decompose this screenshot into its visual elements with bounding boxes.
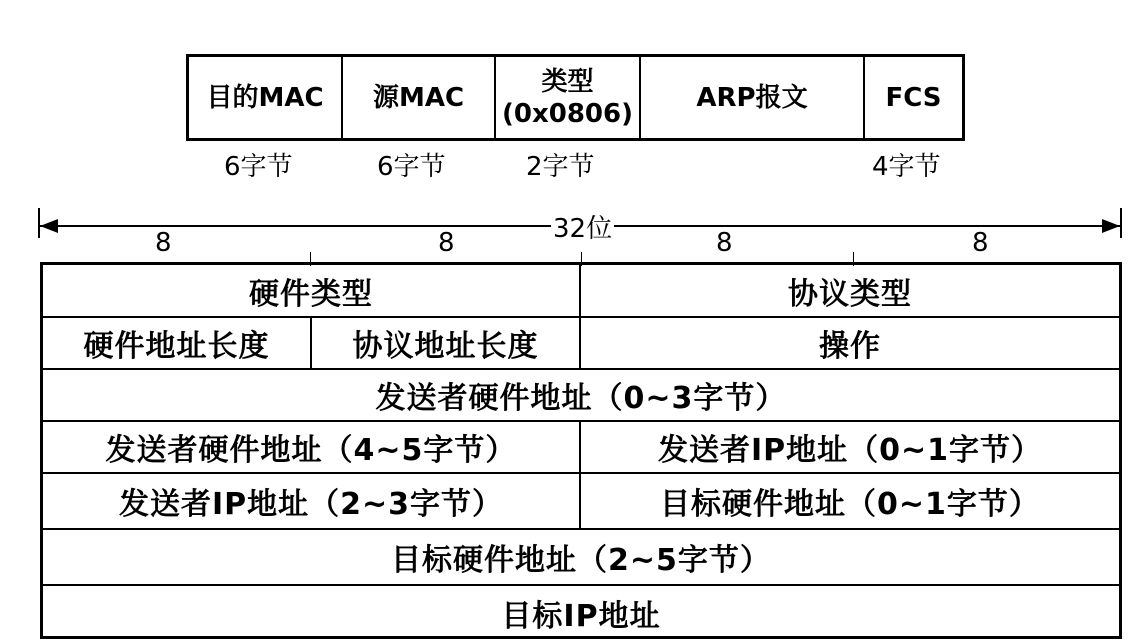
ruler-title: 32位 — [551, 208, 614, 245]
bit-count-1: 8 — [155, 228, 172, 258]
arrow-right-icon — [1102, 219, 1120, 233]
arp-payload-label: ARP报文 — [696, 82, 808, 113]
table-row — [43, 422, 1119, 474]
arrow-left-icon — [40, 219, 58, 233]
table-row — [43, 318, 1119, 370]
frame-field-type — [496, 57, 641, 138]
table-row — [43, 370, 1119, 422]
operation-cell: 操作 — [819, 329, 881, 364]
bit-count-3: 8 — [716, 228, 733, 258]
frame-field-src-mac — [343, 57, 496, 138]
arp-packet-table — [40, 262, 1122, 639]
proto-addr-len-cell: 协议地址长度 — [312, 318, 581, 368]
src-mac-size: 6字节 — [377, 152, 446, 182]
target-hw-addr-0-1-cell: 目标硬件地址（0~1字节） — [660, 487, 1040, 522]
src-mac-label: 源MAC — [372, 82, 465, 113]
table-row — [43, 265, 1119, 318]
fcs-size: 4字节 — [872, 152, 941, 182]
hw-type-cell: 硬件类型 — [43, 265, 581, 316]
fcs-label: FCS — [885, 82, 942, 113]
table-row — [43, 474, 1119, 530]
hw-addr-len-cell: 硬件地址长度 — [43, 318, 312, 368]
sender-hw-addr-0-3-cell: 发送者硬件地址（0~3字节） — [375, 381, 787, 416]
sender-ip-0-1-cell: 发送者IP地址（0~1字节） — [657, 433, 1043, 468]
dst-mac-label: 目的MAC — [206, 82, 324, 113]
type-size: 2字节 — [526, 152, 595, 182]
frame-field-fcs — [865, 57, 962, 138]
sender-hw-addr-4-5-cell: 发送者硬件地址（4~5字节） — [43, 422, 581, 472]
frame-field-arp — [641, 57, 865, 138]
ruler-right-end — [1120, 208, 1122, 238]
proto-type-cell: 协议类型 — [788, 276, 912, 312]
target-ip-cell: 目标IP地址 — [501, 598, 661, 634]
ethernet-frame — [186, 54, 965, 141]
table-row — [43, 586, 1119, 639]
sender-ip-2-3-cell: 发送者IP地址（2~3字节） — [43, 474, 581, 528]
target-hw-addr-2-5-cell: 目标硬件地址（2~5字节） — [391, 543, 771, 578]
table-row — [43, 530, 1119, 586]
type-label: 类型 — [541, 66, 594, 97]
dst-mac-size: 6字节 — [224, 152, 293, 182]
type-value: (0x0806) — [502, 98, 633, 129]
frame-field-dst-mac — [189, 57, 343, 138]
bit-count-2: 8 — [438, 228, 455, 258]
bit-count-4: 8 — [972, 228, 989, 258]
